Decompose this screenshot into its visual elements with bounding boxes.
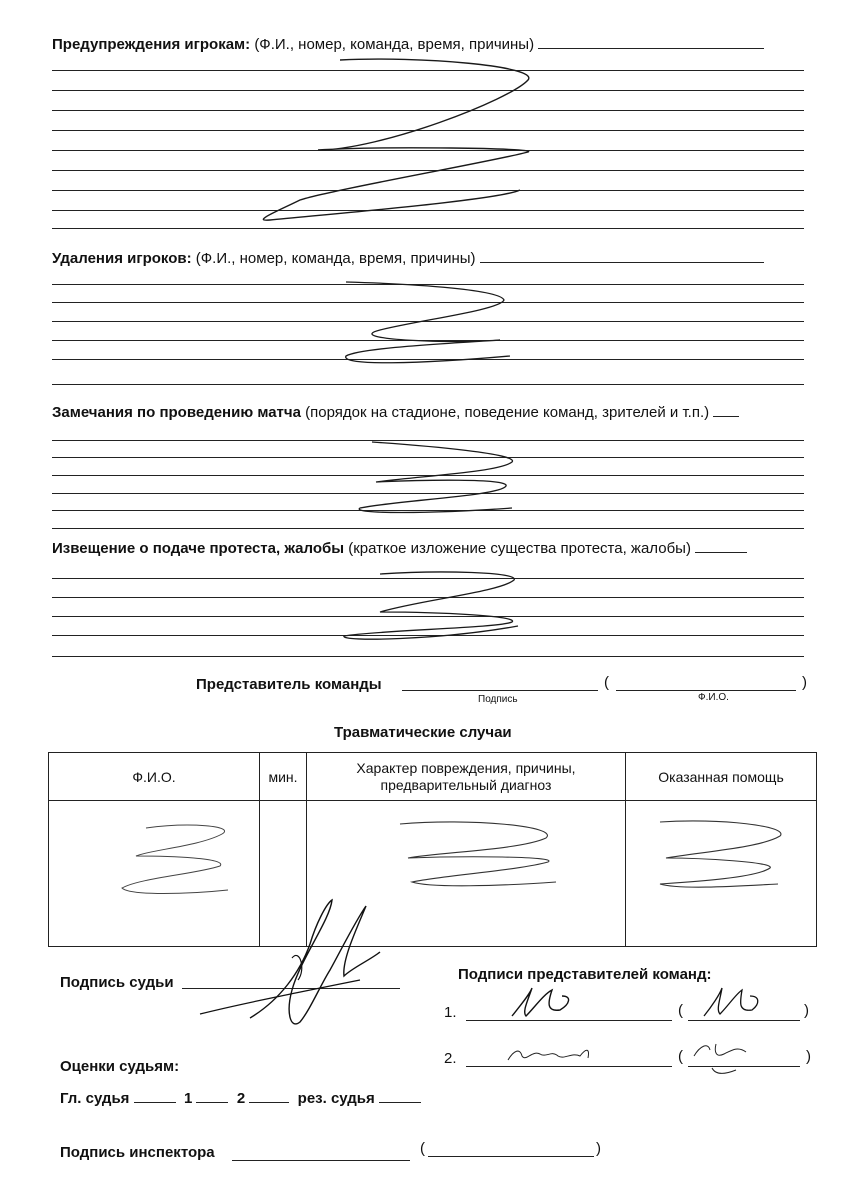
injuries-title: Травматические случаи [334,724,512,741]
second-assistant-grade-field[interactable] [249,1090,289,1103]
team-signature-row-2-close-paren: ) [806,1048,811,1065]
inspector-name-line[interactable] [428,1156,594,1157]
chief-referee-grade-field[interactable] [134,1090,176,1103]
team-rep-open-paren: ( [604,674,609,691]
inspector-signature-line[interactable] [232,1160,410,1161]
warnings-lines[interactable] [52,70,804,230]
team-signature-row-2-open-paren: ( [678,1048,683,1065]
injuries-cell-minute[interactable] [260,801,307,947]
warnings-hint: (Ф.И., номер, команда, время, причины) [254,36,535,53]
inspector-signature-label: Подпись инспектора [60,1144,215,1161]
team-rep-signature-caption: Подпись [478,694,518,705]
protest-heading [52,540,747,557]
referee-grades-title: Оценки судьям: [60,1058,180,1075]
injuries-cell-diagnosis[interactable] [307,801,626,947]
first-assistant-grade-field[interactable] [196,1090,228,1103]
warnings-first-line[interactable] [538,36,764,49]
warnings-heading [52,36,764,53]
ejections-lines[interactable] [52,284,804,388]
referee-signature-line[interactable] [182,988,400,989]
ejections-hint: (Ф.И., номер, команда, время, причины) [195,250,476,267]
injuries-col-minute: мин. [260,753,307,801]
chief-referee-label: Гл. судья [60,1090,130,1107]
injuries-col-name: Ф.И.О. [49,753,260,801]
injuries-col-aid: Оказанная помощь [626,753,817,801]
team-signatures-title: Подписи представителей команд: [458,966,712,983]
injuries-table [48,752,817,947]
remarks-first-line[interactable] [713,404,739,417]
remarks-hint: (порядок на стадионе, поведение команд, зрителей и т.п.) [305,404,710,421]
protest-lines[interactable] [52,578,804,658]
injuries-cell-aid[interactable] [626,801,817,947]
inspector-open-paren: ( [420,1140,425,1157]
protest-hint: (краткое изложение существа протеста, жалобы) [348,540,691,557]
team-rep-label: Представитель команды [196,676,382,693]
second-assistant-label: 2 [236,1090,246,1107]
team-signature-row-2-name-line[interactable] [688,1066,800,1067]
team-rep-close-paren: ) [802,674,807,691]
reserve-referee-grade-field[interactable] [379,1090,421,1103]
team-signature-row-1-name-line[interactable] [688,1020,800,1021]
protest-title: Извещение о подаче протеста, жалобы [52,540,345,557]
remarks-lines[interactable] [52,440,804,530]
team-rep-name-caption: Ф.И.О. [698,692,729,703]
injuries-cell-name[interactable] [49,801,260,947]
injuries-col-diagnosis: Характер повреждения, причины, предварительный диагноз [307,753,626,801]
remarks-title: Замечания по проведению матча [52,404,301,421]
team-signature-row-2-number: 2. [444,1050,457,1067]
team-rep-name-line[interactable] [616,690,796,691]
inspector-close-paren: ) [596,1140,601,1157]
team-signature-row-1-line[interactable] [466,1020,672,1021]
ejections-title: Удаления игроков: [52,250,192,267]
ejections-heading [52,250,764,267]
protest-first-line[interactable] [695,540,747,553]
team-signature-row-1-open-paren: ( [678,1002,683,1019]
team-signature-row-1-close-paren: ) [804,1002,809,1019]
referee-grades-row [60,1090,421,1107]
ejections-first-line[interactable] [480,250,764,263]
referee-signature-label: Подпись судьи [60,974,174,991]
reserve-referee-label: рез. судья [297,1090,375,1107]
remarks-heading [52,404,739,421]
team-signature-row-1-number: 1. [444,1004,457,1021]
warnings-title: Предупреждения игрокам: [52,36,251,53]
team-signature-row-2-line[interactable] [466,1066,672,1067]
first-assistant-label: 1 [183,1090,193,1107]
team-rep-signature-line[interactable] [402,690,598,691]
